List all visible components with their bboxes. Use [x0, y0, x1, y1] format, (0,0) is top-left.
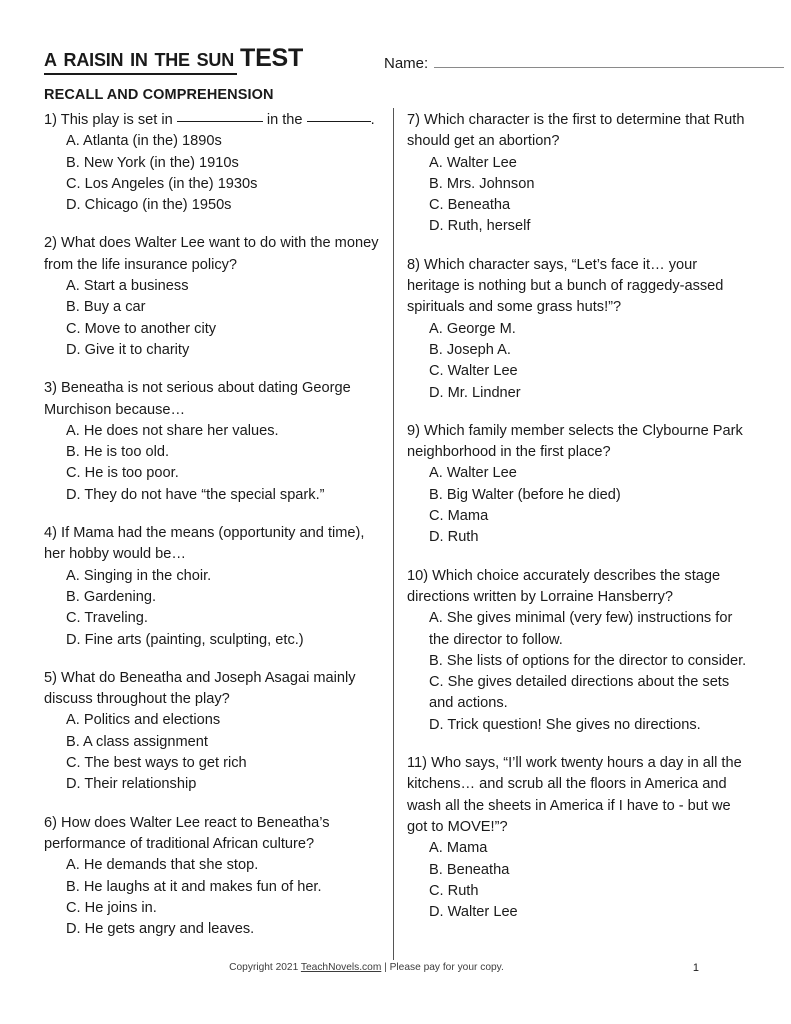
question-block	[407, 753, 747, 923]
answer-option[interactable]: A. Walter Lee	[429, 154, 517, 171]
question-text	[407, 753, 747, 838]
answer-options	[407, 838, 747, 923]
answer-option[interactable]: A. Start a business	[66, 278, 189, 295]
answer-option[interactable]: D. Ruth, herself	[429, 218, 531, 235]
answer-options	[44, 710, 384, 795]
answer-option[interactable]: D. Fine arts (painting, sculpting, etc.)	[66, 631, 304, 648]
question-block	[44, 523, 384, 651]
answer-option[interactable]: C. Move to another city	[66, 320, 217, 337]
answer-options	[44, 131, 384, 216]
question-block	[44, 378, 384, 506]
question-text-segment: in the	[266, 112, 303, 128]
answer-option[interactable]: A. Politics and elections	[66, 712, 221, 729]
question-text-segment: What do Beneatha and Joseph Asagai mainly discuss throughout the play?	[44, 669, 356, 708]
question-block	[407, 566, 747, 736]
answer-option[interactable]: B. Joseph A.	[429, 341, 511, 358]
question-text-segment: How does Walter Lee react to Beneatha’s performance of traditional African culture?	[44, 814, 330, 852]
answer-option[interactable]: D. They do not have “the special spark.”	[66, 486, 325, 503]
question-text	[407, 110, 747, 153]
footer-site-link[interactable]: TeachNovels.com	[300, 962, 382, 973]
answer-options	[407, 608, 747, 736]
question-number: 9)	[407, 422, 420, 439]
answer-option[interactable]: B. Beneatha	[429, 861, 510, 878]
answer-option[interactable]: D. Walter Lee	[429, 904, 518, 921]
answer-option[interactable]: C. He joins in.	[66, 899, 157, 916]
answer-option[interactable]: B. A class assignment	[66, 733, 208, 750]
question-block	[44, 813, 384, 941]
answer-option[interactable]: D. Chicago (in the) 1950s	[66, 197, 232, 214]
answer-options	[407, 153, 747, 238]
question-text-segment: .	[370, 112, 375, 128]
title-test-word: TEST	[240, 44, 304, 72]
question-number: 8)	[407, 256, 420, 273]
question-text	[44, 233, 384, 276]
answer-option[interactable]: D. He gets angry and leaves.	[66, 921, 255, 938]
question-block	[407, 110, 747, 238]
question-number: 5)	[44, 669, 57, 686]
fill-in-blank[interactable]	[177, 121, 263, 122]
page-number: 1	[692, 962, 699, 974]
right-column	[407, 110, 747, 940]
answer-option[interactable]: B. New York (in the) 1910s	[66, 154, 239, 171]
question-number: 2)	[44, 235, 57, 252]
answer-option[interactable]: C. The best ways to get rich	[66, 755, 247, 772]
answer-option[interactable]: B. She lists of options for the director to consider.	[429, 652, 747, 669]
answer-option[interactable]: A. Singing in the choir.	[66, 567, 212, 584]
name-label: Name:	[384, 55, 429, 72]
page-footer	[44, 962, 747, 982]
question-number: 7)	[407, 112, 420, 128]
question-number: 1)	[44, 112, 57, 128]
name-field	[384, 53, 784, 72]
question-text	[44, 523, 384, 566]
answer-option[interactable]: B. Big Walter (before he died)	[429, 486, 621, 503]
question-text	[407, 566, 747, 609]
answer-option[interactable]: D. Mr. Lindner	[429, 384, 521, 401]
question-number: 11)	[407, 755, 428, 772]
left-column	[44, 110, 384, 957]
answer-option[interactable]: A. Walter Lee	[429, 465, 517, 482]
answer-option[interactable]: D. Ruth	[429, 529, 479, 546]
document-header	[44, 44, 744, 80]
question-text	[44, 110, 384, 131]
question-block	[407, 255, 747, 404]
question-block	[44, 233, 384, 361]
page-title	[44, 44, 303, 72]
answer-option[interactable]: C. Traveling.	[66, 610, 148, 627]
question-text	[44, 813, 384, 856]
question-text-segment: Which character says, “Let’s face it… your heritage is nothing but a bunch of raggedy-assed spirituals and some grass huts!”?	[407, 256, 724, 316]
question-text-segment: Which family member selects the Clybourne Park neighborhood in the first place?	[407, 422, 743, 461]
question-block	[407, 421, 747, 549]
answer-options	[44, 855, 384, 940]
question-text-segment: Beneatha is not serious about dating George Murchison because…	[44, 380, 351, 418]
column-divider	[393, 108, 394, 960]
question-text	[44, 668, 384, 711]
answer-option[interactable]: C. She gives detailed directions about the sets and actions.	[429, 674, 730, 712]
question-text-segment: This play is set in	[60, 112, 173, 128]
question-text-segment: Which choice accurately describes the stage directions written by Lorraine Hansberry?	[407, 567, 721, 605]
answer-option[interactable]: C. Beneatha	[429, 197, 511, 214]
name-input-line[interactable]	[434, 53, 784, 68]
question-block	[44, 668, 384, 796]
answer-option[interactable]: C. Mama	[429, 508, 489, 525]
answer-option[interactable]: A. Mama	[429, 840, 488, 857]
question-text-segment: What does Walter Lee want to do with the money from the life insurance policy?	[44, 235, 379, 273]
answer-options	[44, 276, 384, 361]
answer-options	[407, 319, 747, 404]
question-number: 3)	[44, 380, 57, 397]
answer-option[interactable]: D. Trick question! She gives no directions.	[429, 716, 701, 733]
question-text	[44, 378, 384, 421]
question-text	[407, 421, 747, 464]
question-text	[407, 255, 747, 319]
question-number: 6)	[44, 814, 57, 831]
answer-option[interactable]: C. Walter Lee	[429, 363, 518, 380]
answer-option[interactable]: A. George M.	[429, 320, 516, 337]
answer-options	[44, 566, 384, 651]
answer-option[interactable]: A. She gives minimal (very few) instructions for the director to follow.	[429, 610, 733, 648]
question-text-segment: If Mama had the means (opportunity and time), her hobby would be…	[44, 525, 365, 563]
answer-option[interactable]: C. He is too poor.	[66, 465, 179, 482]
answer-option[interactable]: B. Mrs. Johnson	[429, 175, 535, 192]
footer-copyright-suffix: | Please pay for your copy.	[381, 962, 504, 973]
fill-in-blank[interactable]	[307, 121, 371, 122]
question-number: 10)	[407, 567, 429, 584]
title-book-name: a raisin in the sun	[44, 44, 237, 75]
answer-option[interactable]: A. He does not share her values.	[66, 422, 279, 439]
question-text-segment: Which character is the first to determine that Ruth should get an abortion?	[407, 112, 745, 150]
answer-option[interactable]: A. Atlanta (in the) 1890s	[66, 133, 222, 150]
answer-options	[407, 463, 747, 548]
question-text-segment: Who says, “I’ll work twenty hours a day in all the kitchens… and scrub all the floors in America and wash all the sheets in America if I have to - but we got to MOVE!”?	[407, 755, 742, 835]
answer-option[interactable]: B. He laughs at it and makes fun of her.	[66, 878, 322, 895]
answer-option[interactable]: A. He demands that she stop.	[66, 857, 259, 874]
question-block	[44, 110, 384, 216]
answer-option[interactable]: D. Give it to charity	[66, 341, 190, 358]
footer-copyright	[44, 962, 689, 973]
answer-option[interactable]: B. Gardening.	[66, 588, 157, 605]
answer-option[interactable]: B. He is too old.	[66, 444, 170, 461]
answer-option[interactable]: C. Ruth	[429, 882, 479, 899]
section-heading: RECALL AND COMPREHENSION	[44, 87, 274, 103]
answer-option[interactable]: D. Their relationship	[66, 776, 197, 793]
footer-copyright-prefix: Copyright 2021	[229, 962, 301, 973]
question-number: 4)	[44, 525, 57, 542]
answer-option[interactable]: C. Los Angeles (in the) 1930s	[66, 175, 258, 192]
answer-option[interactable]: B. Buy a car	[66, 299, 146, 316]
answer-options	[44, 421, 384, 506]
